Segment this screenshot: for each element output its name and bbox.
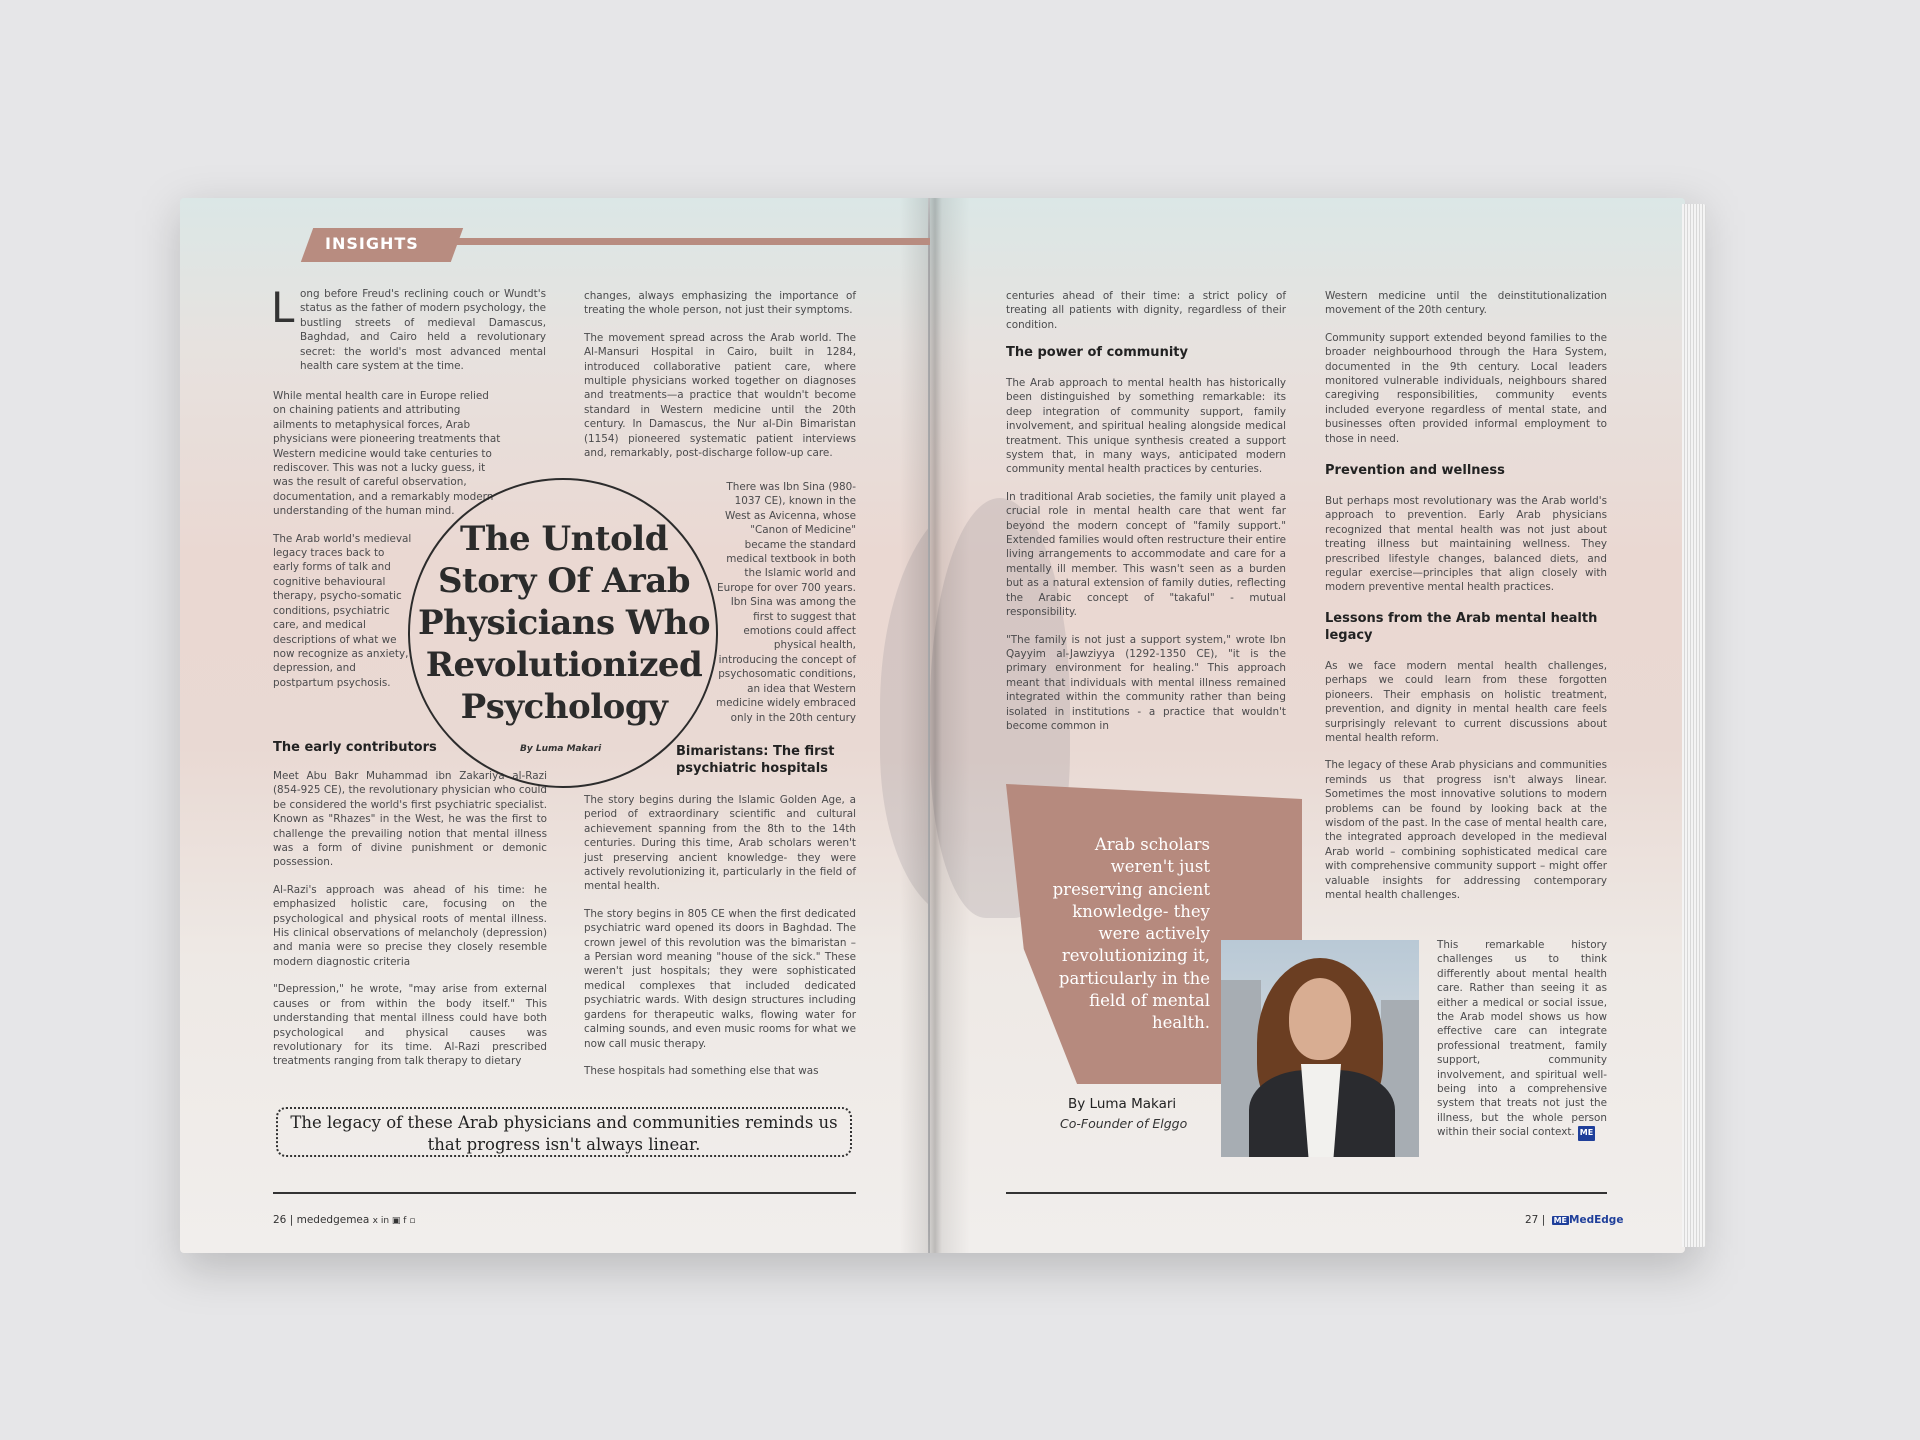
heading-lessons: Lessons from the Arab mental health legacy	[1325, 611, 1598, 643]
section-tag: INSIGHTS	[325, 234, 419, 253]
paragraph: The movement spread across the Arab world. The Al-Mansuri Hospital in Cairo, built in 1284, introduced collaborative patient care, where multiple physicians worked together on diagnoses and treatments—a practice that wouldn't become standard in Western medicine until the 20th century. In Damascus, the Nur al-Din Bimaristan (1154) pioneered systematic patient interviews and, remarkably, post-discharge follow-up care.	[584, 331, 856, 460]
page-number: 27	[1525, 1214, 1539, 1226]
heading-prevention: Prevention and wellness	[1325, 463, 1505, 478]
author-photo	[1221, 940, 1419, 1157]
left-column-1-lower	[273, 769, 547, 1082]
drop-cap: L	[271, 283, 295, 332]
paragraph: The Arab approach to mental health has historically been distinguished by something remarkable: its deep integration of community support, family involvement, and spiritual healing alongside medical treatment. This unique synthesis created a support system that, in many ways, anticipated modern community mental health practices by centuries.	[1006, 377, 1286, 476]
paragraph: In traditional Arab societies, the family unit played a crucial role in mental health care that went far beyond the modern concept of "family support." Extended families would often restructure their entire living arrangements to accommodate and care for a mentally ill member. This wasn't seen as a burden but as a natural extension of family duties, reflecting the Arabic concept of "takaful" - mutual responsibility.	[1006, 490, 1286, 619]
paragraph: Community support extended beyond families to the broader neighbourhood through the Hara System, documented in the 9th century. Local leaders monitored vulnerable individuals, neighbours shared caregiving responsibilities, community events included everyone regardless of mental state, and businesses often provided informal employment to those in need.	[1325, 331, 1607, 445]
author-name: By Luma Makari	[1068, 1096, 1177, 1112]
right-column-2-mid	[1325, 494, 1607, 608]
paragraph: Western medicine until the deinstitutionalization movement of the 20th century.	[1325, 290, 1607, 317]
paragraph: These hospitals had something else that was	[584, 1064, 819, 1077]
footer-left: 26 | mededgemea x in ▣ f ▫	[273, 1214, 416, 1226]
brand-name: MedEdge	[1569, 1214, 1624, 1226]
paragraph: But perhaps most revolutionary was the Arab world's approach to prevention. Early Arab physicians recognized that mental health was not just about treating illness but maintaining wellness. They prescribed lifestyle changes, balanced diets, and regular exercise—principles that align closely with modern preventive mental health practices.	[1325, 495, 1607, 594]
paragraph: The story begins in 805 CE when the first dedicated psychiatric ward opened its doors in Baghdad. The crown jewel of this revolution was the bimaristan – a Persian word meaning "house of the sick." These weren't just hospitals; they were sophisticated medical complexes that included dedicated psychiatric wards. With design structures including gardens for therapeutic walks, flowing water for calming sounds, and even music rooms for what we now call music therapy.	[584, 907, 856, 1050]
paragraph	[1437, 938, 1607, 1141]
paragraph: There was Ibn Sina (980-1037 CE), known in the West as Avicenna, whose "Canon of Medicine" became the standard medical textbook in both the Islamic world and Europe for over 700 years. Ibn Sina was among the first to suggest that emotions could affect physical health, introducing the concept of psychosomatic conditions, an idea that Western medicine widely embraced only in the 20th century	[715, 481, 856, 724]
paragraph: The Arab world's medieval legacy traces back to early forms of talk and cognitive behavioural therapy, psycho-somatic conditions, psychiatric care, and medical descriptions of what we now recognize as anxiety, depression, and postpartum psychosis.	[273, 532, 412, 689]
social-icons: x in ▣ f ▫	[372, 1216, 416, 1226]
section-tag-line	[450, 238, 930, 245]
paragraph: The legacy of these Arab physicians and communities reminds us that progress isn't always linear. Sometimes the most innovative solutions to modern problems can be found by looking back at the wisdom of the past. In the case of mental health care, the integrated approach developed in the medieval Arab world – combining sophisticated medical care with comprehensive community support – might offer valuable insights for addressing contemporary mental health challenges.	[1325, 759, 1607, 902]
paragraph: changes, always emphasizing the importance of treating the whole person, not just their symptoms.	[584, 290, 856, 317]
right-column-1	[1006, 376, 1286, 746]
left-column-2-lower	[584, 793, 856, 1091]
intro-paragraph	[300, 287, 546, 386]
left-column-2-top	[584, 289, 856, 473]
paragraph: centuries ahead of their time: a strict policy of treating all patients with dignity, regardless of their condition.	[1006, 290, 1286, 331]
author-role: Co-Founder of Elggo	[1060, 1116, 1188, 1131]
brand-name: mededgemea	[296, 1214, 370, 1226]
footer-right: 27 | ME MedEdge	[1525, 1214, 1624, 1226]
closing-paragraph: This remarkable history challenges us to think differently about mental health care. Rather than seeing it as either a medical or social issue, the Arab model shows us how effective care can integrate professional treatment, family support, community involvement, and spiritual well-being into a comprehensive system that treats not just the illness, but the whole person within their social context.	[1437, 939, 1607, 1139]
heading-power-of-community: The power of community	[1006, 345, 1188, 360]
pull-quote-right: Arab scholars weren't just preserving ancient knowledge- they were actively revolutionizing it, particularly in the field of mental health.	[1052, 835, 1210, 1033]
medEdge-logo-icon: ME	[1553, 1216, 1568, 1225]
footer-rule	[273, 1192, 856, 1194]
paragraph: ong before Freud's reclining couch or Wundt's status as the father of modern psychology, the bustling streets of medieval Damascus, Baghdad, and Cairo held a revolutionary secret: the world's most advanced mental health care system at the time.	[300, 288, 546, 373]
paragraph: The story begins during the Islamic Golden Age, a period of extraordinary scientific and cultural achievement spanning from the 8th to the 14th centuries. During this time, Arab scholars weren't just preserving ancient knowledge- they were actively revolutionizing it, particularly in the field of mental health.	[584, 794, 856, 893]
left-column-2-wrap	[712, 480, 856, 738]
heading-bimaristans: Bimaristans: The first psychiatric hospitals	[676, 744, 835, 776]
paragraph: As we face modern mental health challenges, perhaps we could learn from these forgotten pioneers. Their emphasis on holistic treatment, prevention, and dignity in mental health care feels surprisingly relevant to current discussions about mental health reform.	[1325, 660, 1607, 745]
paragraph: Meet Abu Bakr Muhammad ibn Zakariya al-Razi (854-925 CE), the revolutionary physician who could be considered the world's first psychiatric specialist. Known as "Rhazes" in the West, he was the first to challenge the prevailing notion that mental illness was a form of divine punishment or demonic possession.	[273, 770, 547, 869]
right-column-1-top	[1006, 289, 1286, 345]
heading-early-contributors: The early contributors	[273, 740, 437, 755]
footer-rule	[1006, 1192, 1607, 1194]
pull-quote-left: The legacy of these Arab physicians and communities reminds us that progress isn't always linear.	[276, 1107, 852, 1157]
end-mark-logo: ME	[1578, 1126, 1595, 1140]
face	[1289, 978, 1351, 1060]
right-column-2-closing	[1437, 938, 1607, 1154]
right-column-2-top	[1325, 289, 1607, 459]
paragraph: While mental health care in Europe relied on chaining patients and attributing ailments to metaphysical forces, Arab physicians were pioneering treatments that Western medicine would take centuries to rediscover. This was not a lucky guess, it was the result of careful observation, documentation, and a remarkably modern understanding of the human mind.	[273, 390, 501, 518]
right-column-2-lower	[1325, 659, 1607, 916]
paragraph: Al-Razi's approach was ahead of his time: he emphasized holistic care, focusing on the psychological and physical roots of mental illness. His clinical observations of melancholy (depression) and mania were so precise they closely resemble modern diagnostic criteria	[273, 883, 547, 968]
page-edges	[1682, 204, 1706, 1247]
paragraph: "The family is not just a support system," wrote Ibn Qayyim al-Jawziyya (1292-1350 CE), "it is the primary environment for healing." This approach meant that individuals with mental illness remained integrated within the community rather than being isolated in institutions - a practice that wouldn't become common in	[1006, 633, 1286, 732]
headline: The Untold Story Of Arab Physicians Who Revolutionized Psychology	[417, 519, 711, 727]
paragraph: "Depression," he wrote, "may arise from external causes or from within the body itself." This understanding that mental illness could have both psychological and physical causes was revolutionary for its time. Al-Razi prescribed treatments ranging from talk therapy to dietary	[273, 983, 547, 1068]
page-number: 26	[273, 1214, 287, 1226]
headline-byline: By Luma Makari	[520, 744, 602, 754]
background-silhouette	[880, 498, 928, 918]
